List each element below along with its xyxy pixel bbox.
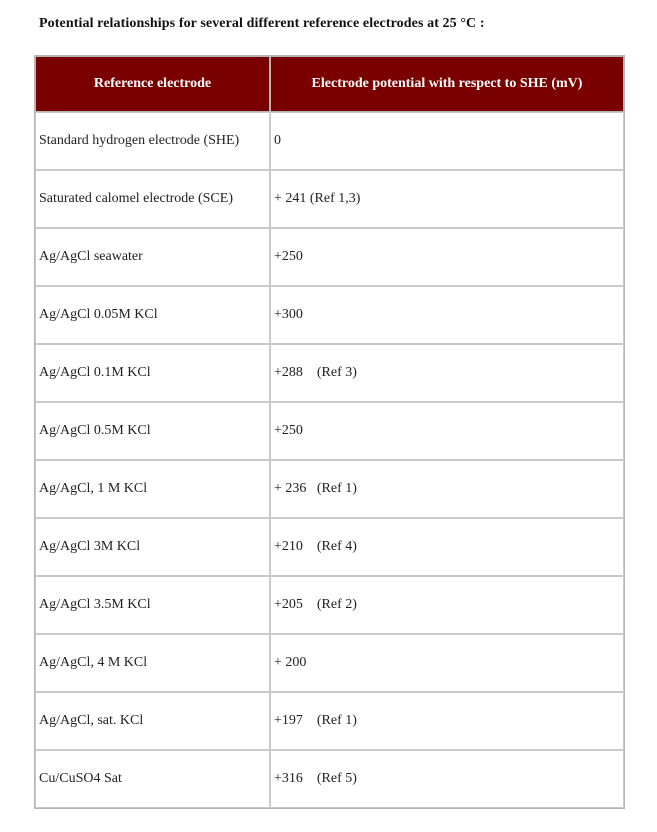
potential-value-cell: +250 <box>270 228 624 286</box>
electrode-name-cell: Saturated calomel electrode (SCE) <box>35 170 270 228</box>
table-row <box>35 460 624 518</box>
table-row <box>35 692 624 750</box>
electrode-name-cell: Ag/AgCl, sat. KCl <box>35 692 270 750</box>
page-caption: Potential relationships for several different reference electrodes at 25 °C : <box>39 16 485 31</box>
table-row <box>35 228 624 286</box>
reference-electrodes-table <box>34 55 625 809</box>
potential-value-cell: +205 (Ref 2) <box>270 576 624 634</box>
electrode-name-cell: Ag/AgCl 0.1M KCl <box>35 344 270 402</box>
potential-value-cell: +300 <box>270 286 624 344</box>
table-row <box>35 170 624 228</box>
potential-value-cell: +288 (Ref 3) <box>270 344 624 402</box>
electrode-name-cell: Ag/AgCl, 1 M KCl <box>35 460 270 518</box>
potential-value-cell: + 200 <box>270 634 624 692</box>
electrode-name-cell: Ag/AgCl 3.5M KCl <box>35 576 270 634</box>
electrode-name-cell: Ag/AgCl, 4 M KCl <box>35 634 270 692</box>
potential-value-cell: +316 (Ref 5) <box>270 750 624 808</box>
electrode-name-cell: Ag/AgCl 3M KCl <box>35 518 270 576</box>
potential-value-cell: +210 (Ref 4) <box>270 518 624 576</box>
potential-value-cell: + 241 (Ref 1,3) <box>270 170 624 228</box>
column-header-reference-electrode: Reference electrode <box>35 56 270 112</box>
potential-value-cell: + 236 (Ref 1) <box>270 460 624 518</box>
potential-value-cell: +250 <box>270 402 624 460</box>
table-row <box>35 518 624 576</box>
potential-value-cell: +197 (Ref 1) <box>270 692 624 750</box>
table-row <box>35 576 624 634</box>
electrode-name-cell: Ag/AgCl 0.05M KCl <box>35 286 270 344</box>
electrode-name-cell: Standard hydrogen electrode (SHE) <box>35 112 270 170</box>
table-row <box>35 286 624 344</box>
table-row <box>35 634 624 692</box>
table-row <box>35 750 624 808</box>
electrode-name-cell: Ag/AgCl seawater <box>35 228 270 286</box>
table-row <box>35 402 624 460</box>
table-row <box>35 344 624 402</box>
column-header-electrode-potential: Electrode potential with respect to SHE (mV) <box>270 56 624 112</box>
electrode-name-cell: Cu/CuSO4 Sat <box>35 750 270 808</box>
table-row <box>35 112 624 170</box>
electrode-name-cell: Ag/AgCl 0.5M KCl <box>35 402 270 460</box>
reference-electrodes-table-container <box>34 55 625 809</box>
potential-value-cell: 0 <box>270 112 624 170</box>
table-header-row <box>35 56 624 112</box>
